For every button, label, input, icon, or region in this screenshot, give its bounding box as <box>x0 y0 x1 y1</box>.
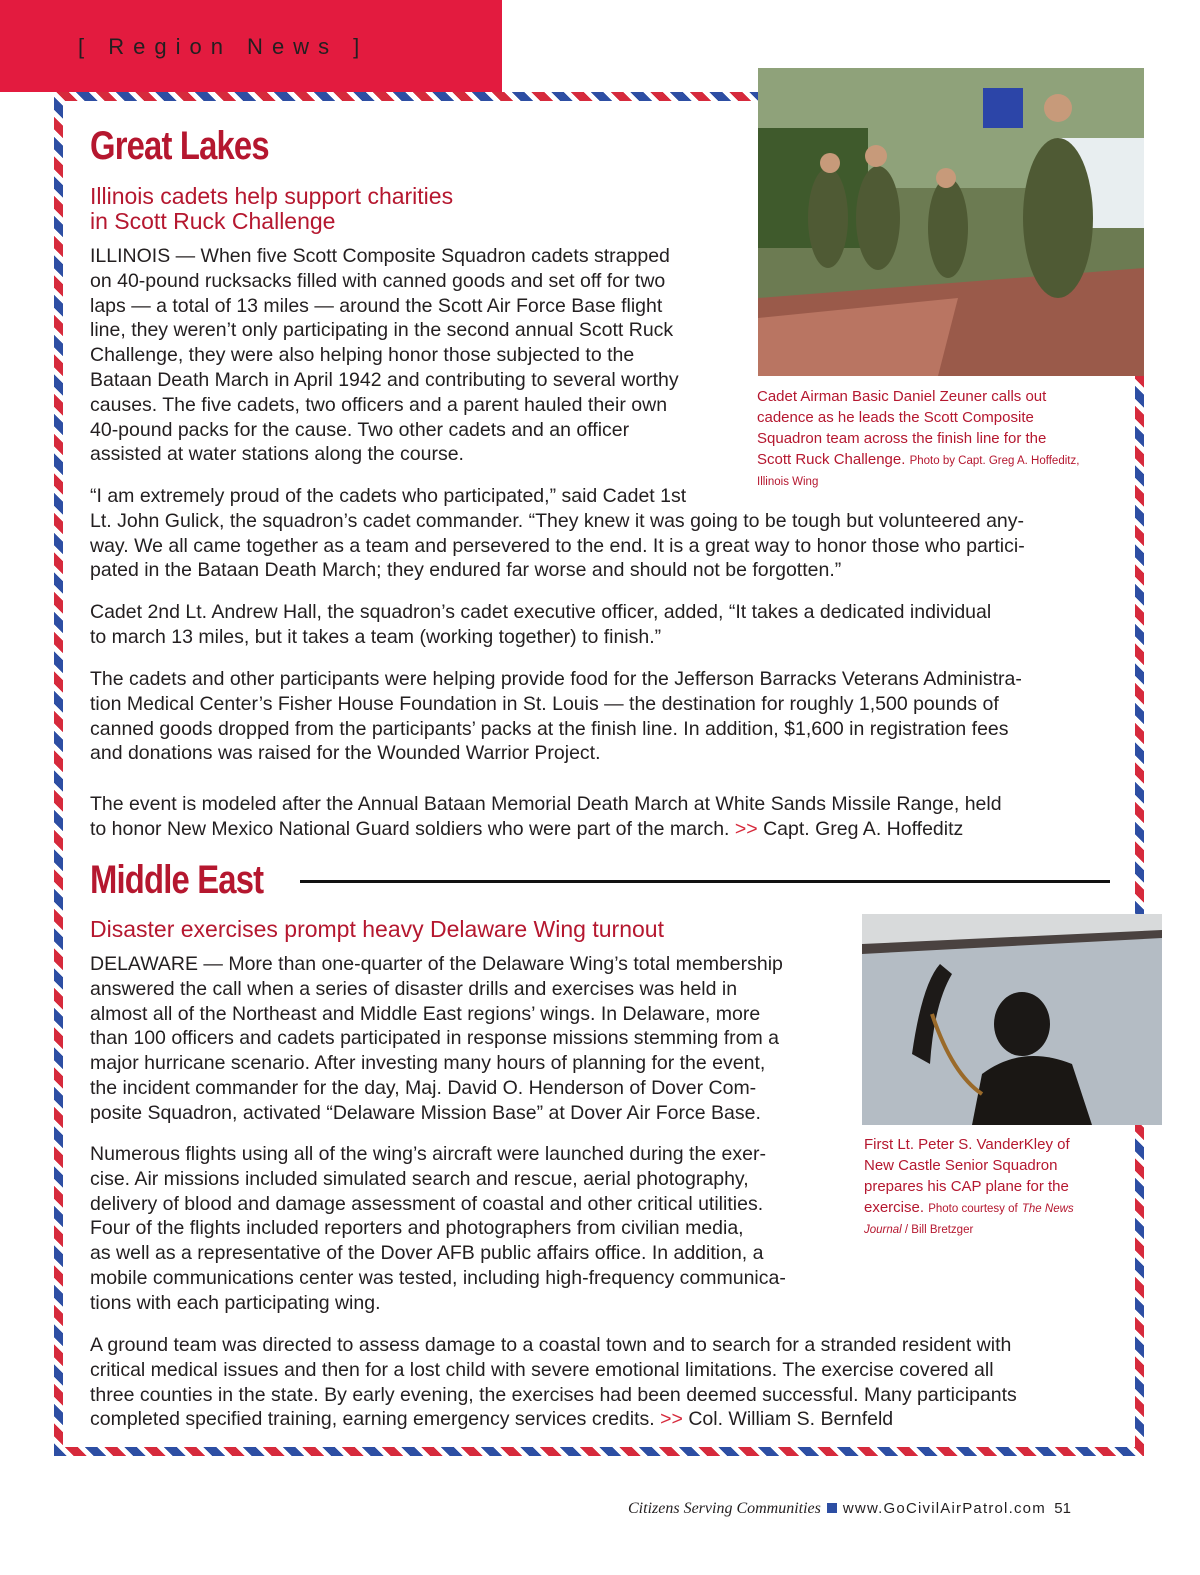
delaware-para-3: A ground team was directed to assess damage to a coastal town and to search for a stranded resident with critical medical issues and then for a lost child with severe emotional limitations. The exercise covered all three counties in the state. By early evening, the exercises had been deemed successful. Many participants completed specified training, earning emergency services credits. >> Col. William S. Bernfeld <box>90 1334 1017 1431</box>
footer-tagline: Citizens Serving Communities <box>628 1500 821 1517</box>
photo-caption-delaware: First Lt. Peter S. VanderKley of New Castle Senior Squadron prepares his CAP plane for the exercise. Photo courtesy of The News Journal / Bill Bretzger <box>864 1136 1074 1236</box>
photo-cadets-ruck-march <box>758 68 1144 376</box>
photo-caption-illinois: Cadet Airman Basic Daniel Zeuner calls out cadence as he leads the Scott Composite Squadron team across the finish line for the Scott Ruck Challenge. Photo by Capt. Greg A. Hoffeditz, Illinois Wing <box>757 388 1080 488</box>
page-footer <box>628 1500 1071 1518</box>
article-headline-delaware: Disaster exercises prompt heavy Delaware Wing turnout <box>90 916 664 942</box>
illinois-para-5: The event is modeled after the Annual Bataan Memorial Death March at White Sands Missile Range, held to honor New Mexico National Guard soldiers who were part of the march. >> Capt. Greg A. Hoffeditz <box>90 793 1002 840</box>
headline-line: in Scott Ruck Challenge <box>90 208 336 234</box>
illinois-para-4: The cadets and other participants were helping provide food for the Jefferson Barracks Veterans Administra- tion Medical Center’s Fisher House Foundation in St. Louis — the destination for roughly 1,500 pounds of canned goods dropped from the participants’ packs at the finish line. In addition, $1,600 in registration fees and donations was raised for the Wounded Warrior Project. <box>90 668 1022 765</box>
headline-line: Illinois cadets help support charities <box>90 183 454 209</box>
byline: Col. William S. Bernfeld <box>688 1408 894 1431</box>
article-headline-illinois <box>90 184 453 234</box>
page-number: 51 <box>1054 1500 1071 1517</box>
illinois-para-1: ILLINOIS — When five Scott Composite Squadron cadets strapped on 40-pound rucksacks filled with canned goods and set off for two laps — a total of 13 miles — around the Scott Air Force Base flight line, they weren’t only participating in the second annual Scott Ruck Challenge, they were also helping honor those subjected to the Bataan Death March in April 1942 and contributing to several worthy causes. The five cadets, two officers and a parent hauled their own 40-pound packs for the cause. Two other cadets and an officer assisted at water stations along the course. <box>90 245 679 466</box>
photo-cadets-ruck-march-image <box>758 68 1144 376</box>
byline-arrow: >> <box>734 817 758 840</box>
section-title-great-lakes: Great Lakes <box>90 124 269 168</box>
footer-url[interactable]: www.GoCivilAirPatrol.com <box>842 1500 1046 1517</box>
section-title-middle-east: Middle East <box>90 858 264 902</box>
illinois-para-2: “I am extremely proud of the cadets who participated,” said Cadet 1st Lt. John Gulick, the squadron’s cadet commander. “They knew it was going to be tough but volunteered any- way. We all came together as a team and persevered to the end. It is a great way to honor those who partici- pated in the Bataan Death March; they endured far worse and should not be forgotten.” <box>90 485 1025 582</box>
section-divider <box>300 880 1110 883</box>
illinois-para-3: Cadet 2nd Lt. Andrew Hall, the squadron’s cadet executive officer, added, “It takes a dedicated individual to march 13 miles, but it takes a team (working together) to finish.” <box>90 601 992 648</box>
square-bullet-icon <box>827 1503 837 1513</box>
section-tab <box>0 0 502 92</box>
photo-plane-preparation-image <box>862 914 1162 1125</box>
photo-plane-preparation <box>862 914 1162 1125</box>
delaware-para-2: Numerous flights using all of the wing’s aircraft were launched during the exer- cise. Air missions included simulated search and rescue, aerial photography, delivery of blood and damage assessment of coastal and other critical utilities. Four of the flights included reporters and photographers from civilian media, as well as a representative of the Dover AFB public affairs office. In addition, a mobile communications center was tested, including high-frequency communica- tions with each participating wing. <box>90 1143 786 1314</box>
delaware-para-1: DELAWARE — More than one-quarter of the Delaware Wing’s total membership answered the call when a series of disaster drills and exercises was held in almost all of the Northeast and Middle East regions’ wings. In Delaware, more than 100 officers and cadets participated in response missions stemming from a major hurricane scenario. After investing many hours of planning for the event, the incident commander for the day, Maj. David O. Henderson of Dover Com- posite Squadron, activated “Delaware Mission Base” at Dover Air Force Base. <box>90 953 783 1124</box>
byline: Capt. Greg A. Hoffeditz <box>763 817 964 840</box>
section-tab-label: [ Region News ] <box>78 34 369 59</box>
byline-arrow: >> <box>660 1408 683 1431</box>
